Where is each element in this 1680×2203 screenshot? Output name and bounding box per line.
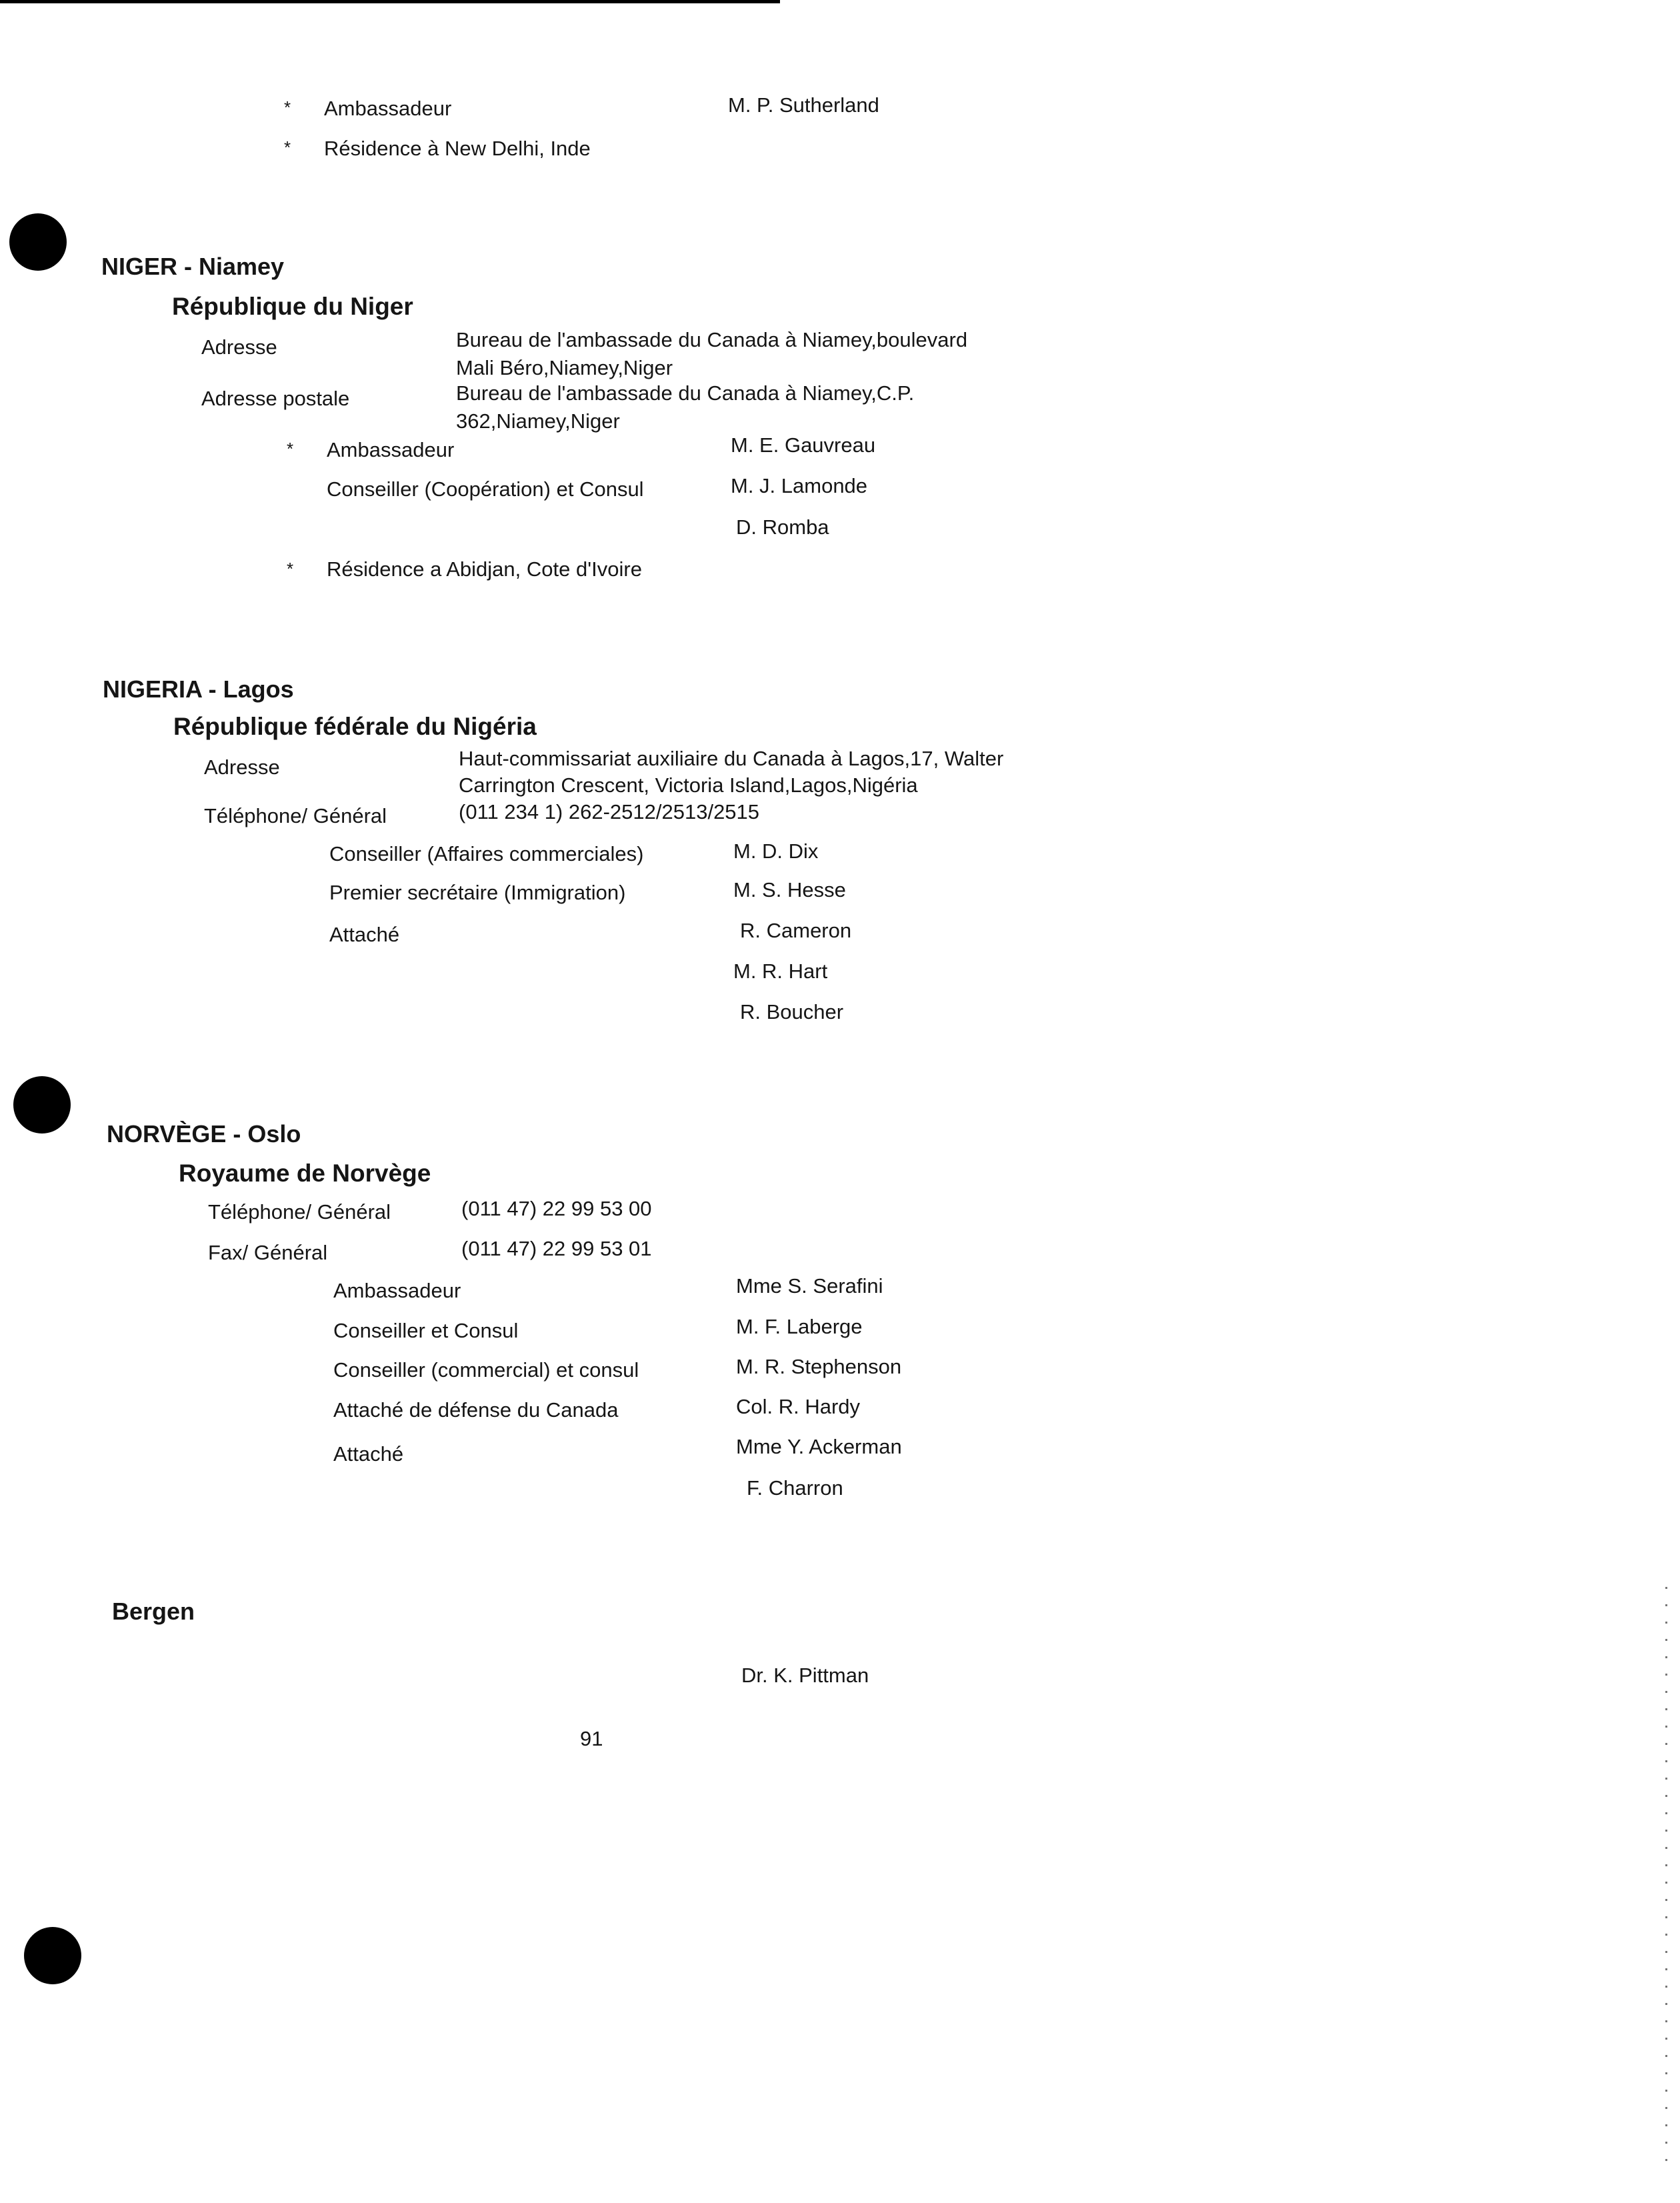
address-label: Adresse <box>201 335 277 359</box>
address-line: Carrington Crescent, Victoria Island,Lagos,Nigéria <box>459 773 918 797</box>
staff-name: M. R. Stephenson <box>736 1355 902 1378</box>
staff-name: R. Boucher <box>740 1000 844 1023</box>
staff-title: Conseiller (Affaires commerciales) <box>329 842 644 865</box>
official-country-name: République fédérale du Nigéria <box>173 713 537 740</box>
staff-title: Attaché <box>329 923 400 946</box>
city-heading: Bergen <box>112 1598 195 1625</box>
staff-name: M. S. Hesse <box>733 878 846 901</box>
telephone-value: (011 234 1) 262-2512/2513/2515 <box>459 800 760 823</box>
staff-name: M. P. Sutherland <box>728 93 879 117</box>
staff-title: Attaché de défense du Canada <box>333 1398 619 1422</box>
postal-address-line: Bureau de l'ambassade du Canada à Niamey,C.P. <box>456 381 915 405</box>
official-country-name: République du Niger <box>172 293 413 320</box>
punch-hole <box>9 213 67 271</box>
staff-title: Attaché <box>333 1442 404 1466</box>
official-country-name: Royaume de Norvège <box>179 1160 431 1187</box>
residence-note: Résidence a Abidjan, Cote d'Ivoire <box>327 557 642 581</box>
staff-name: M. D. Dix <box>733 839 819 863</box>
asterisk-marker: * <box>287 559 294 579</box>
staff-name: Col. R. Hardy <box>736 1395 861 1418</box>
scan-top-rule <box>0 0 780 3</box>
staff-title: Conseiller et Consul <box>333 1319 519 1342</box>
address-line: Haut-commissariat auxiliaire du Canada à Lagos,17, Walter <box>459 747 1004 770</box>
country-heading: NIGERIA - Lagos <box>103 675 294 703</box>
staff-name: Mme S. Serafini <box>736 1274 883 1298</box>
asterisk-marker: * <box>284 97 291 117</box>
staff-title: Ambassadeur <box>333 1279 461 1302</box>
staff-title: Conseiller (Coopération) et Consul <box>327 477 644 501</box>
postal-address-line: 362,Niamey,Niger <box>456 409 620 433</box>
postal-address-label: Adresse postale <box>201 387 350 410</box>
telephone-label: Téléphone/ Général <box>208 1200 391 1224</box>
staff-name: M. E. Gauvreau <box>731 433 876 457</box>
address-line: Bureau de l'ambassade du Canada à Niamey,boulevard <box>456 328 968 351</box>
country-heading: NORVÈGE - Oslo <box>107 1120 301 1148</box>
staff-name: D. Romba <box>736 515 829 539</box>
telephone-value: (011 47) 22 99 53 00 <box>461 1197 652 1220</box>
country-heading: NIGER - Niamey <box>101 253 285 280</box>
punch-hole <box>13 1076 71 1134</box>
telephone-label: Téléphone/ Général <box>204 804 387 827</box>
asterisk-marker: * <box>284 137 291 157</box>
page-number: 91 <box>580 1727 603 1750</box>
punch-hole <box>24 1927 81 1984</box>
staff-name: M. F. Laberge <box>736 1315 863 1338</box>
staff-title: Conseiller (commercial) et consul <box>333 1358 639 1382</box>
staff-title: Premier secrétaire (Immigration) <box>329 881 626 904</box>
asterisk-marker: * <box>287 439 294 459</box>
staff-name: R. Cameron <box>740 919 852 942</box>
address-label: Adresse <box>204 755 280 779</box>
staff-name: Mme Y. Ackerman <box>736 1435 902 1458</box>
staff-name: F. Charron <box>747 1476 843 1500</box>
staff-name: M. J. Lamonde <box>731 474 868 497</box>
staff-name: Dr. K. Pittman <box>741 1664 869 1687</box>
fax-label: Fax/ Général <box>208 1241 328 1264</box>
residence-note: Résidence à New Delhi, Inde <box>324 137 591 160</box>
staff-title: Ambassadeur <box>324 97 452 120</box>
staff-name: M. R. Hart <box>733 959 828 983</box>
scan-edge-marks <box>1665 1587 1667 2174</box>
staff-title: Ambassadeur <box>327 438 455 461</box>
fax-value: (011 47) 22 99 53 01 <box>461 1237 652 1260</box>
address-line: Mali Béro,Niamey,Niger <box>456 356 673 379</box>
